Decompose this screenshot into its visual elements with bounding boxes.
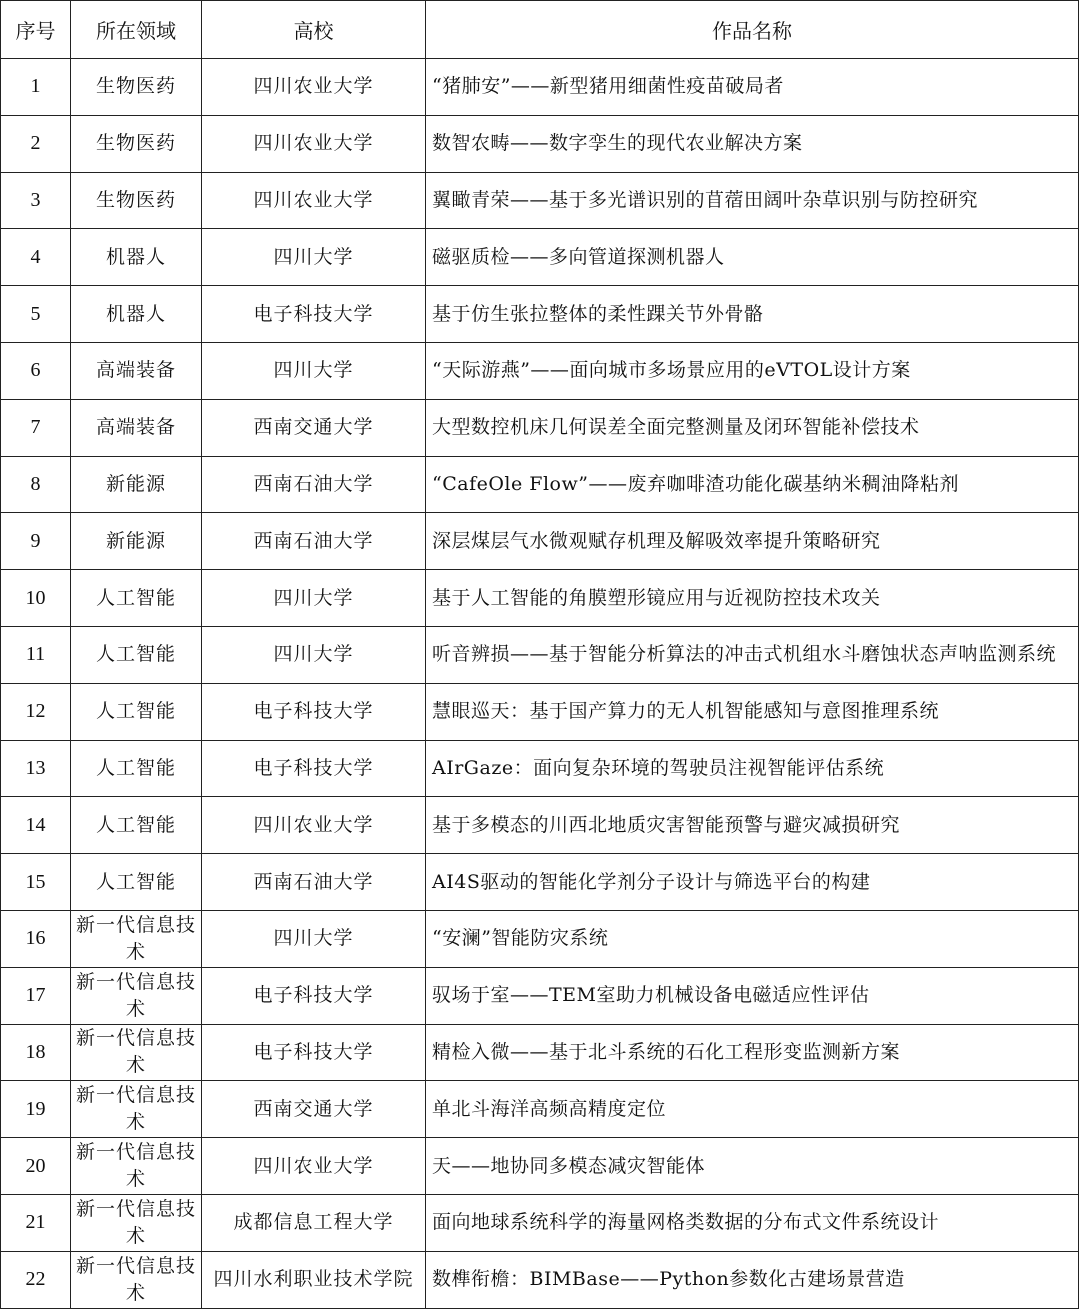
- row-field: 新能源: [71, 456, 202, 513]
- row-school: 电子科技大学: [202, 683, 426, 740]
- row-title: 磁驱质检——多向管道探测机器人: [426, 229, 1079, 286]
- row-school: 四川大学: [202, 570, 426, 627]
- row-school: 西南石油大学: [202, 854, 426, 911]
- table-row: [1, 967, 1079, 1024]
- table-row: [1, 456, 1079, 513]
- row-number: 3: [1, 172, 71, 229]
- row-title: 单北斗海洋高频高精度定位: [426, 1081, 1079, 1138]
- table-row: [1, 910, 1079, 967]
- row-number: 17: [1, 967, 71, 1024]
- row-school: 电子科技大学: [202, 740, 426, 797]
- row-title: 大型数控机床几何误差全面完整测量及闭环智能补偿技术: [426, 399, 1079, 456]
- row-title: 精检入微——基于北斗系统的石化工程形变监测新方案: [426, 1024, 1079, 1081]
- row-title: 深层煤层气水微观赋存机理及解吸效率提升策略研究: [426, 513, 1079, 570]
- row-field: 机器人: [71, 286, 202, 343]
- row-number: 8: [1, 456, 71, 513]
- row-school: 四川农业大学: [202, 172, 426, 229]
- table-row: [1, 626, 1079, 683]
- row-field: 新一代信息技术: [71, 1138, 202, 1195]
- row-school: 成都信息工程大学: [202, 1194, 426, 1251]
- row-school: 电子科技大学: [202, 967, 426, 1024]
- row-school: 四川水利职业技术学院: [202, 1251, 426, 1308]
- row-school: 西南交通大学: [202, 399, 426, 456]
- row-title: 基于仿生张拉整体的柔性踝关节外骨骼: [426, 286, 1079, 343]
- row-field: 新一代信息技术: [71, 1194, 202, 1251]
- row-field: 新一代信息技术: [71, 1251, 202, 1308]
- row-number: 22: [1, 1251, 71, 1308]
- row-number: 4: [1, 229, 71, 286]
- table-row: [1, 1138, 1079, 1195]
- row-number: 18: [1, 1024, 71, 1081]
- row-field: 高端装备: [71, 399, 202, 456]
- row-title: 驭场于室——TEM室助力机械设备电磁适应性评估: [426, 967, 1079, 1024]
- table-row: [1, 513, 1079, 570]
- table-row: [1, 740, 1079, 797]
- row-title: AIrGaze：面向复杂环境的驾驶员注视智能评估系统: [426, 740, 1079, 797]
- row-field: 人工智能: [71, 626, 202, 683]
- row-field: 高端装备: [71, 342, 202, 399]
- row-field: 人工智能: [71, 797, 202, 854]
- table-row: [1, 172, 1079, 229]
- row-title: 天——地协同多模态减灾智能体: [426, 1138, 1079, 1195]
- row-school: 西南石油大学: [202, 456, 426, 513]
- header-field: 所在领域: [71, 1, 202, 59]
- table-row: [1, 854, 1079, 911]
- row-school: 电子科技大学: [202, 1024, 426, 1081]
- row-number: 16: [1, 910, 71, 967]
- row-number: 21: [1, 1194, 71, 1251]
- table-row: [1, 229, 1079, 286]
- row-school: 四川农业大学: [202, 115, 426, 172]
- table-row: [1, 1251, 1079, 1308]
- row-number: 6: [1, 342, 71, 399]
- row-field: 生物医药: [71, 59, 202, 116]
- row-field: 新一代信息技术: [71, 1081, 202, 1138]
- row-title: 翼瞰青荣——基于多光谱识别的苜蓿田阔叶杂草识别与防控研究: [426, 172, 1079, 229]
- table-row: [1, 115, 1079, 172]
- row-school: 四川大学: [202, 342, 426, 399]
- row-school: 四川大学: [202, 910, 426, 967]
- row-field: 新一代信息技术: [71, 1024, 202, 1081]
- table-row: [1, 570, 1079, 627]
- row-field: 人工智能: [71, 570, 202, 627]
- row-title: 数榫衔檐：BIMBase——Python参数化古建场景营造: [426, 1251, 1079, 1308]
- row-number: 2: [1, 115, 71, 172]
- row-school: 电子科技大学: [202, 286, 426, 343]
- table-row: [1, 797, 1079, 854]
- row-number: 12: [1, 683, 71, 740]
- table-row: [1, 1024, 1079, 1081]
- header-row: [1, 1, 1079, 59]
- row-field: 人工智能: [71, 683, 202, 740]
- row-number: 1: [1, 59, 71, 116]
- header-number: 序号: [1, 1, 71, 59]
- row-school: 四川农业大学: [202, 1138, 426, 1195]
- table-row: [1, 399, 1079, 456]
- row-school: 西南石油大学: [202, 513, 426, 570]
- row-field: 新一代信息技术: [71, 910, 202, 967]
- row-number: 15: [1, 854, 71, 911]
- header-school: 高校: [202, 1, 426, 59]
- row-title: “安澜”智能防灾系统: [426, 910, 1079, 967]
- row-number: 13: [1, 740, 71, 797]
- row-school: 西南交通大学: [202, 1081, 426, 1138]
- row-number: 5: [1, 286, 71, 343]
- row-number: 10: [1, 570, 71, 627]
- row-field: 人工智能: [71, 854, 202, 911]
- row-school: 四川农业大学: [202, 797, 426, 854]
- row-number: 19: [1, 1081, 71, 1138]
- row-school: 四川农业大学: [202, 59, 426, 116]
- table-row: [1, 1194, 1079, 1251]
- row-title: 基于人工智能的角膜塑形镜应用与近视防控技术攻关: [426, 570, 1079, 627]
- row-number: 7: [1, 399, 71, 456]
- row-title: 听音辨损——基于智能分析算法的冲击式机组水斗磨蚀状态声呐监测系统: [426, 626, 1079, 683]
- row-field: 机器人: [71, 229, 202, 286]
- row-title: 数智农畴——数字孪生的现代农业解决方案: [426, 115, 1079, 172]
- table-body: [1, 59, 1079, 1309]
- row-field: 生物医药: [71, 115, 202, 172]
- header-title: 作品名称: [426, 1, 1079, 59]
- row-number: 14: [1, 797, 71, 854]
- table-row: [1, 683, 1079, 740]
- row-title: “天际游燕”——面向城市多场景应用的eVTOL设计方案: [426, 342, 1079, 399]
- table-row: [1, 1081, 1079, 1138]
- row-number: 20: [1, 1138, 71, 1195]
- row-title: 基于多模态的川西北地质灾害智能预警与避灾减损研究: [426, 797, 1079, 854]
- row-title: 面向地球系统科学的海量网格类数据的分布式文件系统设计: [426, 1194, 1079, 1251]
- row-school: 四川大学: [202, 626, 426, 683]
- row-field: 生物医药: [71, 172, 202, 229]
- row-number: 9: [1, 513, 71, 570]
- row-number: 11: [1, 626, 71, 683]
- row-title: “猪肺安”——新型猪用细菌性疫苗破局者: [426, 59, 1079, 116]
- row-school: 四川大学: [202, 229, 426, 286]
- row-field: 新一代信息技术: [71, 967, 202, 1024]
- row-field: 新能源: [71, 513, 202, 570]
- table-row: [1, 59, 1079, 116]
- table-row: [1, 342, 1079, 399]
- row-title: 慧眼巡天：基于国产算力的无人机智能感知与意图推理系统: [426, 683, 1079, 740]
- row-field: 人工智能: [71, 740, 202, 797]
- table-row: [1, 286, 1079, 343]
- row-title: AI4S驱动的智能化学剂分子设计与筛选平台的构建: [426, 854, 1079, 911]
- row-title: “CafeOle Flow”——废弃咖啡渣功能化碳基纳米稠油降粘剂: [426, 456, 1079, 513]
